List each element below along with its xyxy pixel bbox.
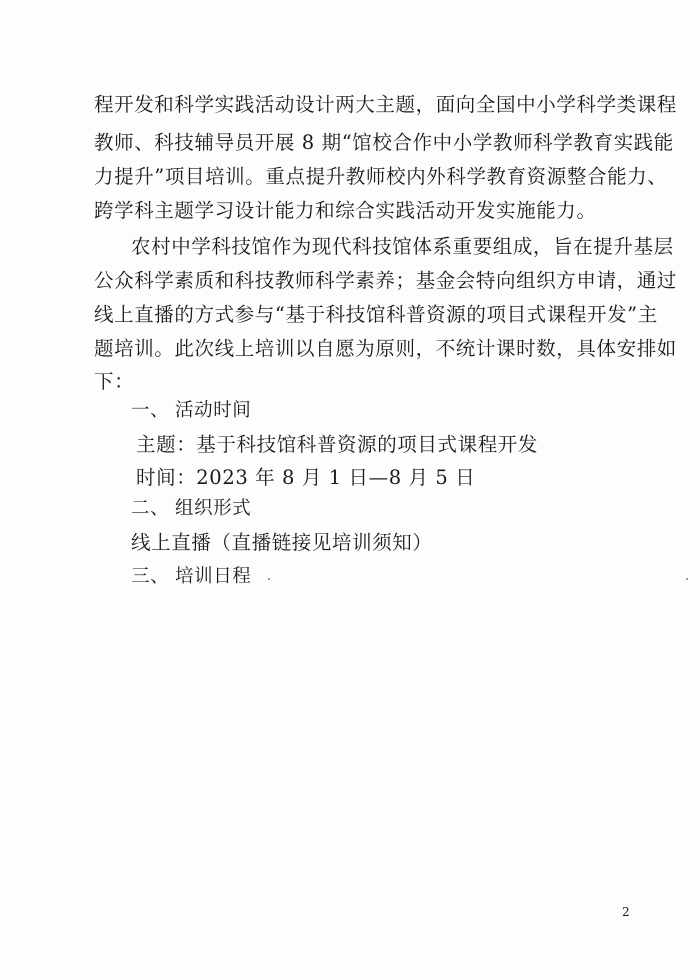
paragraph-line: 下： [94,370,135,393]
section-title: 活动时间 [175,400,252,421]
paragraph-line: 跨学科主题学习设计能力和综合实践活动开发实施能力。 [94,199,597,222]
section-number: 一、 [131,400,170,421]
section-heading-training-schedule [131,562,691,592]
paragraph-line: 线上直播的方式参与“基于科技馆科普资源的项目式课程开发”主 [94,303,658,326]
section-title: 组织形式 [175,498,252,519]
paragraph-line: 题培训。此次线上培训以自愿为原则，不统计课时数，具体安排如 [94,337,677,360]
time-line: 时间：2023 年 8 月 1 日—8 月 5 日 [136,466,476,489]
section-number: 二、 [131,498,170,519]
section-title: 培训日程 [175,566,252,587]
scan-speck [686,578,688,580]
section-heading-organization-form [131,494,691,524]
scan-speck [268,578,270,580]
paragraph-line: 教师、科技辅导员开展 8 期“馆校合作中小学教师科学教育实践能 [94,131,674,154]
topic-line: 主题：基于科技馆科普资源的项目式课程开发 [136,433,539,456]
page-number: 2 [622,905,630,919]
section-number: 三、 [131,566,170,587]
paragraph-line: 公众科学素质和科技教师科学素养；基金会特向组织方申请，通过 [94,269,677,292]
paragraph-line: 力提升”项目培训。重点提升教师校内外科学教育资源整合能力、 [94,165,668,188]
paragraph-line: 农村中学科技馆作为现代科技馆体系重要组成，旨在提升基层 [131,235,674,258]
paragraph-line: 程开发和科学实践活动设计两大主题，面向全国中小学科学类课程 [94,93,677,116]
section-heading-activity-time [131,396,691,426]
organization-content: 线上直播（直播链接见培训须知） [131,531,433,554]
